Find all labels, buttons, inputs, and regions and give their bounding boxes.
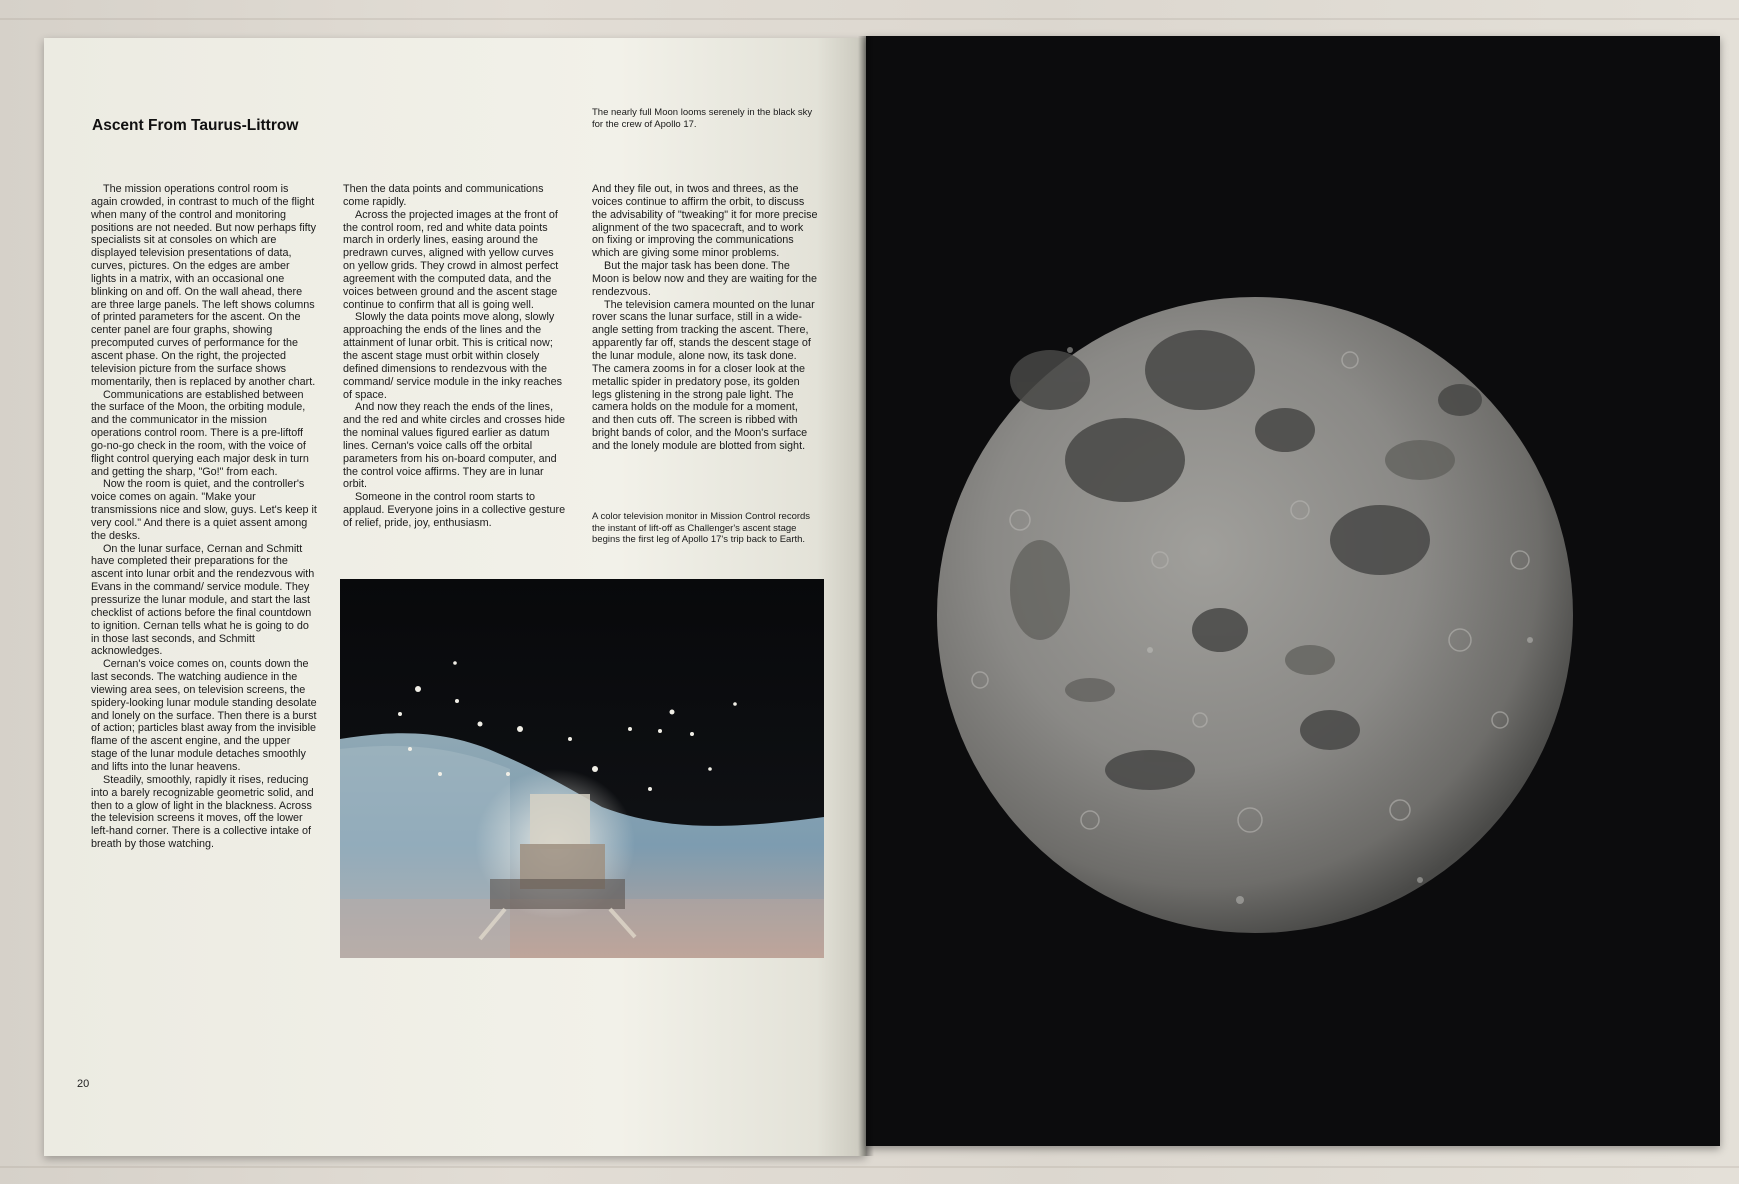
paragraph: Then the data points and communications come rapidly. xyxy=(343,183,544,208)
article-title: Ascent From Taurus-Littrow xyxy=(92,117,299,134)
text-column-1 xyxy=(91,183,317,851)
page-number: 20 xyxy=(77,1078,90,1090)
page-gutter xyxy=(858,36,874,1156)
wood-grain xyxy=(0,1166,1739,1168)
paragraph: Slowly the data points move along, slowly approaching the ends of the lines and the attainment of lunar orbit. This is critical now; the ascent stage must orbit within closely defined dimensions to rendezvous with the command/ service module in the inky reaches of space. xyxy=(343,311,563,401)
paragraph: The television camera mounted on the lunar rover scans the lunar surface, still in a wide-angle setting from tracking the ascent. There, apparently far off, stands the descent stage of the lunar module, alone now, its task done. The camera zooms in for a closer look at the metallic spider in predatory pose, its golden legs glistening in the strong pale light. The camera holds on the module for a moment, and then cuts off. The screen is ribbed with bright bands of color, and the Moon's surface and the lonely module are blotted from sight. xyxy=(592,298,815,452)
wood-grain xyxy=(0,18,1739,20)
paragraph: And now they reach the ends of the lines, and the red and white circles and crosses hide the nominal values figured earlier as datum lines. Cernan's voice calls off the orbital parameters from his on-board computer, and the control voice affirms. They are in lunar orbit. xyxy=(343,401,566,491)
paragraph: Communications are established between the surface of the Moon, the orbiting module, and the communicator in the mission operations control room. There is a pre-liftoff go-no-go check in the room, with the voice of flight control querying each major desk in turn and getting the sharp, "Go!" from each. xyxy=(91,388,309,478)
paragraph: Now the room is quiet, and the controller's voice comes on again. "Make your transmissions nice and slow, guys. Let's keep it very cool." And there is a quiet assent among the desks. xyxy=(91,478,317,542)
paragraph: On the lunar surface, Cernan and Schmitt have completed their preparations for the ascent into lunar orbit and the rendezvous with Evans in the command/ service module. They pressurize the lunar module, and start the last checklist of actions before the final countdown to ignition. Cernan tells what he is going to do in those last seconds, and Schmitt acknowledges. xyxy=(91,542,315,658)
lunar-module-liftoff-photo xyxy=(340,579,824,958)
paragraph: Someone in the control room starts to applaud. Everyone joins in a collective gesture of relief, pride, joy, enthusiasm. xyxy=(343,491,566,529)
text-column-3 xyxy=(592,183,818,453)
monitor-caption: A color television monitor in Mission Control records the instant of lift-off as Challenger's ascent stage begins the first leg of Apollo 17's trip back to Earth. xyxy=(592,511,811,545)
full-moon-photo xyxy=(900,260,1620,985)
text-column-2 xyxy=(343,183,567,530)
paragraph: And they file out, in twos and threes, as the voices continue to affirm the orbit, to discuss the advisability of "tweaking" it for more precise alignment of the two spacecraft, and to work on fixing or improving the communications which are giving some minor problems. xyxy=(592,183,818,260)
moon-caption: The nearly full Moon looms serenely in the black sky for the crew of Apollo 17. xyxy=(592,107,813,130)
paragraph: Cernan's voice comes on, counts down the last seconds. The watching audience in the viewing area sees, on television screens, the spidery-looking lunar module standing desolate and lonely on the surface. Then there is a burst of action; particles blast away from the invisible flame of the ascent engine, and the upper stage of the lunar module detaches smoothly and lifts into the lunar heavens. xyxy=(91,658,317,773)
paragraph: But the major task has been done. The Moon is below now and they are waiting for the rendezvous. xyxy=(592,260,818,298)
paragraph: Across the projected images at the front of the control room, red and white data points march in orderly lines, easing around the predrawn curves, aligned with yellow curves on yellow grids. They crowd in almost perfect agreement with the computed data, and the voices between ground and the ascent stage continue to confirm that all is going well. xyxy=(343,208,559,311)
paragraph: Steadily, smoothly, rapidly it rises, reducing into a barely recognizable geometric solid, and then to a glow of light in the blackness. Across the television screens it moves, off the lower left-hand corner. There is a collective intake of breath by those watching. xyxy=(91,773,314,851)
paragraph: The mission operations control room is again crowded, in contrast to much of the flight when many of the control and monitoring positions are not needed. But now perhaps fifty specialists sit at consoles on which are displayed television presentations of data, curves, pictures. On the edges are amber lights in a matrix, with an occasional one blinking on and off. On the wall ahead, there are three large panels. The left shows columns of printed parameters for the ascent. On the center panel are four graphs, showing precomputed curves of performance for the ascent phase. On the right, the projected television picture from the surface shows momentarily, then is replaced by another chart. xyxy=(91,183,317,388)
